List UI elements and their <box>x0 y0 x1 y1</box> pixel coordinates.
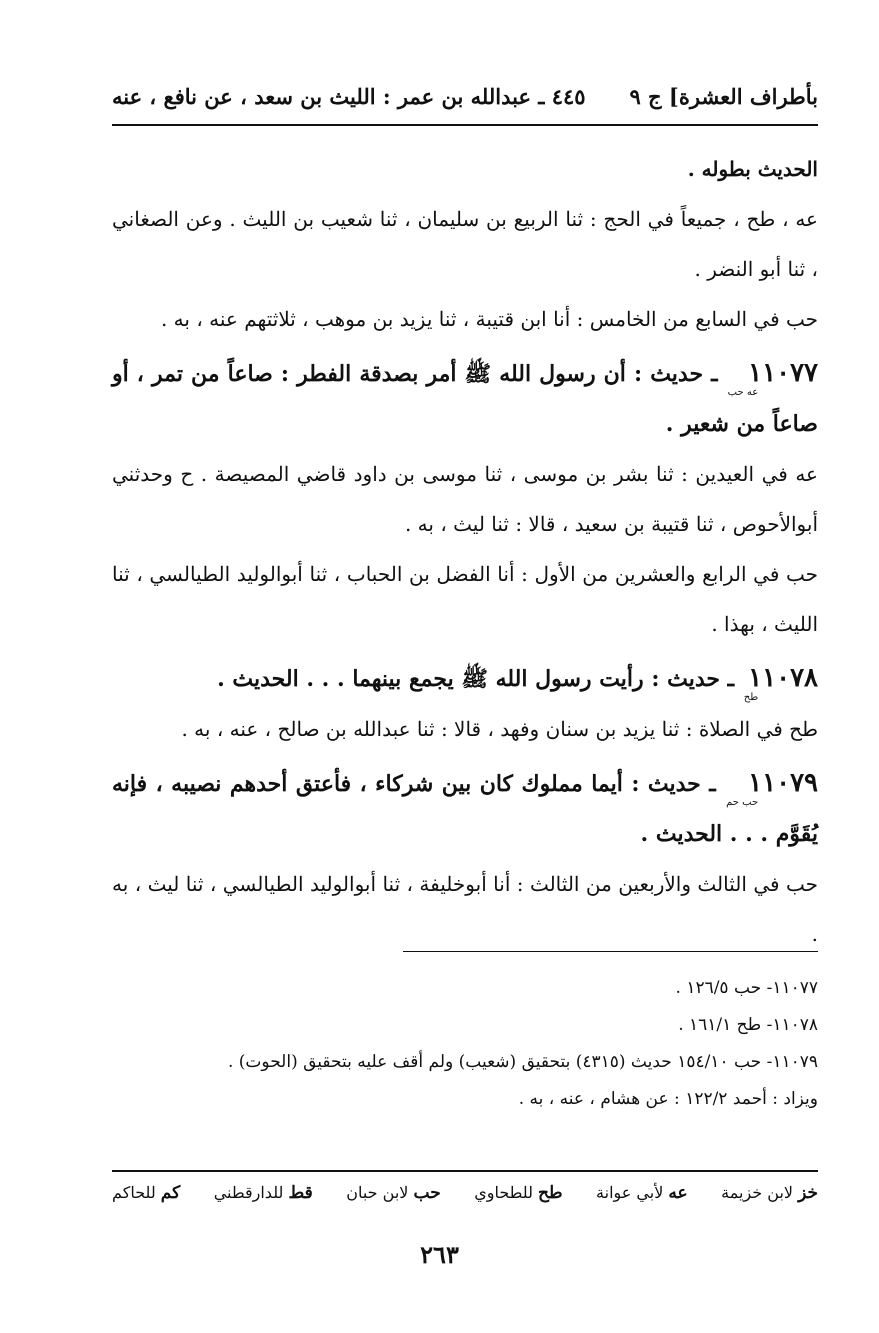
abbreviation-item <box>214 1183 313 1215</box>
abbreviation-code: طح <box>538 1183 563 1203</box>
abbreviation-name: لابن خزيمة <box>721 1183 794 1202</box>
running-header <box>112 78 818 118</box>
paragraph-isnad: طح في الصلاة : ثنا يزيد بن سنان وفهد ، قالا : ثنا عبدالله بن صالح ، عنه ، به . <box>181 717 818 741</box>
book-reference: بأطراف العشرة] ج ٩ <box>629 84 818 109</box>
abbreviation-name: لابن حبان <box>346 1183 409 1202</box>
paragraph-continuation: الحديث بطوله . <box>687 157 818 181</box>
header-divider <box>112 124 818 126</box>
abbreviation-name: للحاكم <box>112 1183 156 1202</box>
abbreviation-code: قط <box>288 1183 313 1203</box>
footnote-divider <box>403 951 818 952</box>
abbreviations-key <box>112 1183 818 1215</box>
abbreviation-name: لأبي عوانة <box>596 1183 664 1202</box>
abbreviation-name: للطحاوي <box>474 1183 533 1202</box>
hadith-number: ١١٠٧٧ <box>748 358 818 388</box>
abbreviation-code: عه <box>668 1183 688 1203</box>
footnote: ويزاد : أحمد ١٢٢/٢ : عن هشام ، عنه ، به . <box>518 1089 818 1109</box>
abbreviation-code: خز <box>798 1183 818 1203</box>
paragraph-isnad: عه ، طح ، جميعاً في الحج : ثنا الربيع بن سليمان ، ثنا شعيب بن الليث . وعن الصغاني ، ثنا أبو النضر . <box>112 207 818 281</box>
footnote: ١١٠٧٧- حب ١٢٦/٥ . <box>675 978 818 998</box>
abbreviation-name: للدارقطني <box>213 1183 284 1202</box>
hadith-number: ١١٠٧٨ <box>748 663 818 693</box>
section-title: ٤٤٥ ـ عبدالله بن عمر : الليث بن سعد ، عن نافع ، عنه <box>112 84 586 109</box>
hadith-sigla: طح <box>743 692 759 703</box>
paragraph-isnad: حب في الثالث والأربعين من الثالث : أنا أبوخليفة ، ثنا أبوالوليد الطيالسي ، ثنا ليث ، به . <box>112 872 818 946</box>
footnote: ١١٠٧٨- طح ١٦١/١ . <box>678 1015 818 1035</box>
paragraph-isnad: حب في السابع من الخامس : أنا ابن قتيبة ، ثنا يزيد بن موهب ، ثلاثتهم عنه ، به . <box>160 307 818 331</box>
abbreviation-item <box>596 1183 688 1215</box>
hadith-text: ـ حديث : رأيت رسول الله ﷺ يجمع بينهما . . . الحديث . <box>217 666 742 692</box>
footnotes <box>112 970 818 1118</box>
abbreviation-item <box>346 1183 440 1215</box>
abbreviation-code: كم <box>160 1183 181 1203</box>
abbreviation-item <box>474 1183 562 1215</box>
paragraph-isnad: عه في العيدين : ثنا بشر بن موسى ، ثنا موسى بن داود قاضي المصيصة . ح وحدثني أبوالأحوص ، ثنا قتيبة بن سعيد ، قالا : ثنا ليث ، به . <box>112 462 818 536</box>
hadith-sigla: عه حب <box>727 387 759 398</box>
hadith-entry <box>112 348 818 449</box>
paragraph-isnad: حب في الرابع والعشرين من الأول : أنا الفضل بن الحباب ، ثنا أبوالوليد الطيالسي ، ثنا الليث ، بهذا . <box>112 562 818 636</box>
hadith-sigla: حب حم <box>726 797 759 808</box>
abbreviation-item <box>112 1183 180 1215</box>
page-number: ٢٦٣ <box>420 1240 459 1269</box>
main-text <box>112 144 818 959</box>
hadith-number: ١١٠٧٩ <box>748 768 818 798</box>
abbreviation-code: حب <box>413 1183 441 1203</box>
hadith-entry <box>112 758 818 859</box>
hadith-entry <box>112 653 818 704</box>
footnote: ١١٠٧٩- حب ١٥٤/١٠ حديث (٤٣١٥) بتحقيق (شعيب) ولم أقف عليه بتحقيق (الحوت) . <box>227 1052 818 1072</box>
abbreviation-item <box>721 1183 818 1215</box>
abbreviations-divider <box>112 1170 818 1172</box>
hadith-text: ـ حديث : أن رسول الله ﷺ أمر بصدقة الفطر : صاعاً من تمر ، أو صاعاً من شعير . <box>112 361 818 437</box>
hadith-text: ـ حديث : أيما مملوك كان بين شركاء ، فأعتق أحدهم نصيبه ، فإنه يُقَوَّم . . . الحديث . <box>112 771 818 847</box>
